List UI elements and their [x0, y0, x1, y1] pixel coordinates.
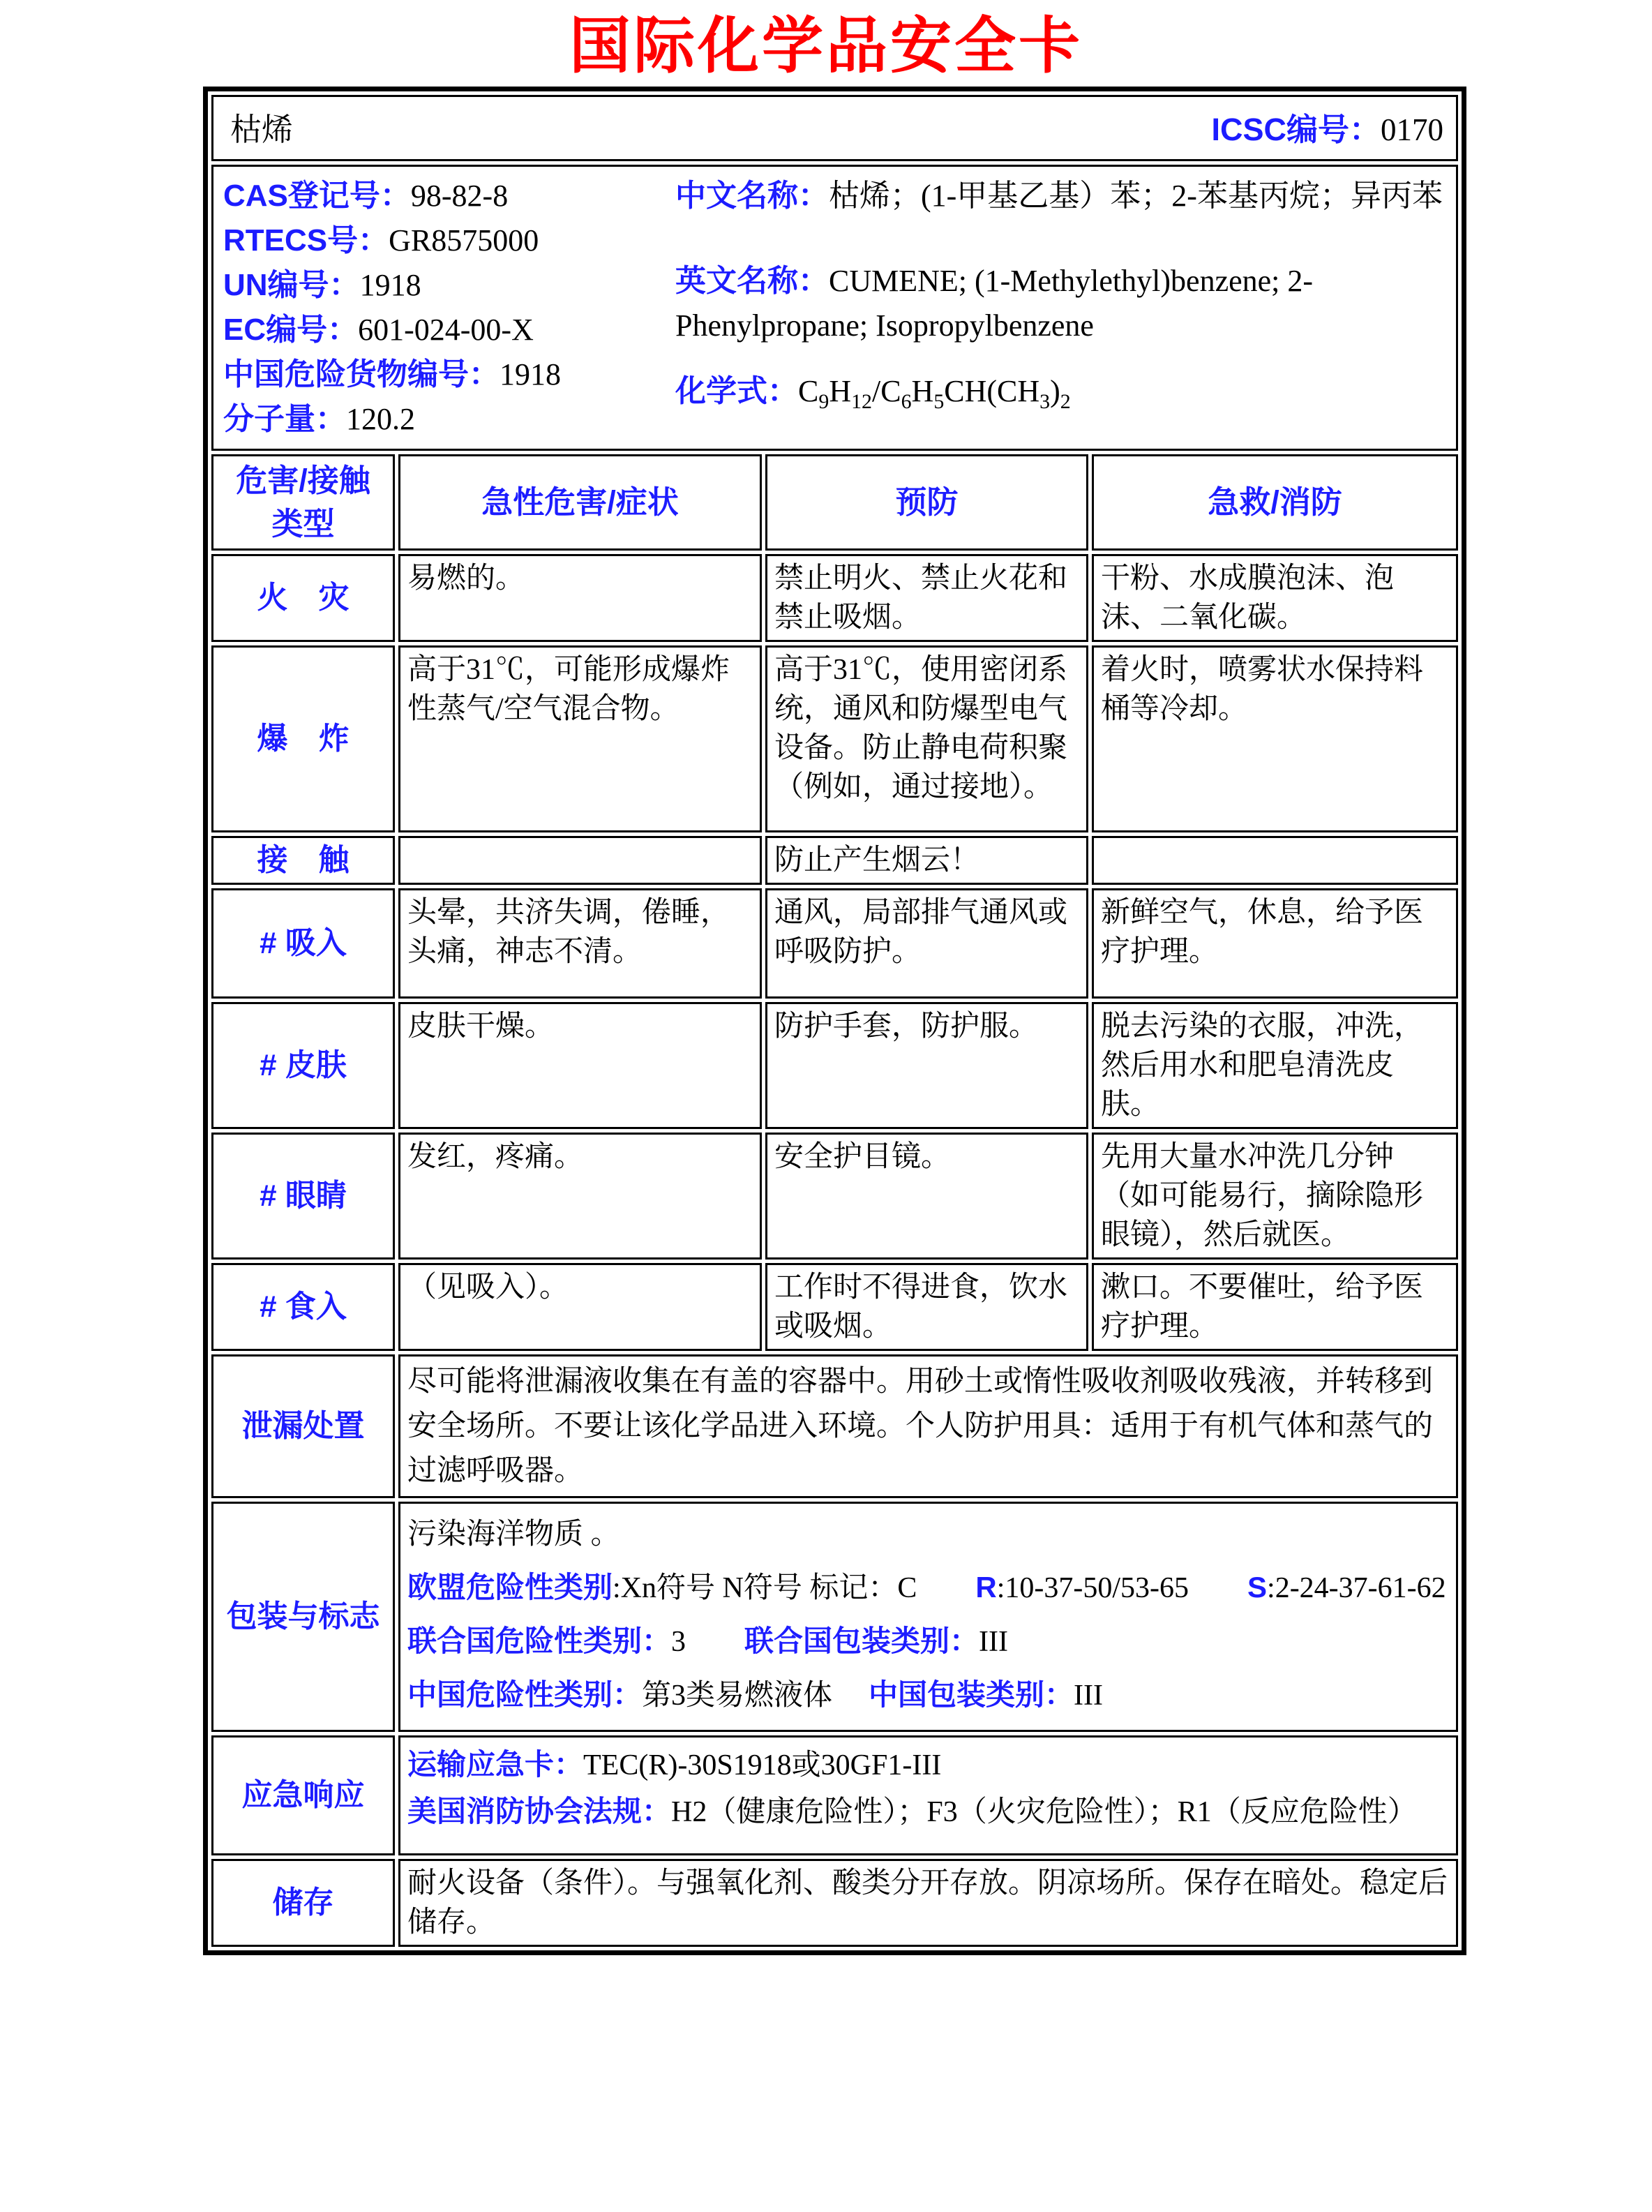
name-fields	[675, 174, 1449, 442]
packaging-row	[211, 1502, 1458, 1732]
header-hazard-type-line2: 类型	[271, 506, 335, 541]
transport-card-label: 运输应急卡：	[407, 1748, 584, 1781]
mol-weight-field	[223, 397, 675, 442]
un-class-label: 联合国危险性类别：	[407, 1624, 672, 1657]
prevention-cell: 安全护目镜。	[765, 1133, 1088, 1260]
nfpa-value: H2（健康危险性）；F3（火灾危险性）；R1（反应危险性）	[671, 1796, 1417, 1828]
spill-text-cell: 尽可能将泄漏液收集在有盖的容器中。用砂土或惰性吸收剂吸收残液，并转移到安全场所。不要让该化学品进入环境。个人防护用具：适用于有机气体和蒸气的过滤呼吸器。	[398, 1354, 1458, 1498]
hazard-row-skin	[211, 1002, 1458, 1129]
cn-pack-label: 中国包装类别：	[869, 1678, 1074, 1711]
packaging-text-cell	[398, 1502, 1458, 1732]
field-label: RTECS号：	[223, 223, 389, 257]
hazard-type-cell: # 食入	[211, 1263, 395, 1351]
icsc-number-value: 0170	[1381, 112, 1444, 147]
spill-row	[211, 1354, 1458, 1498]
hazard-type-cell: # 皮肤	[211, 1002, 395, 1129]
prevention-cell: 工作时不得进食，饮水或吸烟。	[765, 1263, 1088, 1351]
english-name-label: 英文名称：	[675, 264, 829, 298]
cn-classification-line	[407, 1670, 1449, 1721]
prevention-cell: 高于31℃，使用密闭系统，通风和防爆型电气设备。防止静电荷积聚（例如，通过接地）。	[765, 645, 1088, 832]
chemical-formula-value: $C_9H_{12}/C_6H_5CH(CH_3)_2$	[798, 374, 1071, 413]
symptoms-cell: 高于31℃，可能形成爆炸性蒸气/空气混合物。	[398, 645, 762, 832]
hazard-header-row	[211, 454, 1458, 551]
ec-field	[223, 308, 675, 352]
firstaid-cell: 新鲜空气，休息，给予医疗护理。	[1092, 888, 1458, 999]
cn-class-label: 中国危险性类别：	[407, 1678, 643, 1711]
prevention-cell: 禁止明火、禁止火花和禁止吸烟。	[765, 554, 1088, 642]
card-title-row	[211, 95, 1458, 161]
chemical-formula	[675, 369, 1446, 414]
symptoms-cell: 易燃的。	[398, 554, 762, 642]
un-class-value: 3	[671, 1626, 686, 1658]
card-title-cell	[211, 95, 1458, 161]
firstaid-cell: 干粉、水成膜泡沫、泡沫、二氧化碳。	[1092, 554, 1458, 642]
firstaid-cell: 着火时，喷雾状水保持料桶等冷却。	[1092, 645, 1458, 832]
field-value: 120.2	[346, 402, 415, 436]
header-hazard-type-line1: 危害/接触	[236, 463, 370, 498]
prevention-cell: 防护手套，防护服。	[765, 1002, 1088, 1129]
hazard-row-eyes	[211, 1133, 1458, 1260]
transport-card-line	[407, 1743, 1449, 1787]
symptoms-cell: 发红，疼痛。	[398, 1133, 762, 1260]
spill-label-cell: 泄漏处置	[211, 1354, 395, 1498]
chinese-name-value: 枯烯；(1-甲基乙基）苯；2-苯基丙烷；异丙苯	[829, 179, 1443, 213]
eu-class-value: :Xn符号 N符号 标记：C	[613, 1572, 917, 1604]
icsc-card-table	[203, 87, 1466, 1955]
cas-field	[223, 174, 675, 218]
hazard-type-cell: 爆 炸	[211, 645, 395, 832]
id-fields	[223, 174, 675, 442]
field-label: 中国危险货物编号：	[223, 357, 500, 391]
hazard-row-exposure	[211, 836, 1458, 885]
chinese-name	[675, 174, 1446, 218]
field-value: 98-82-8	[410, 179, 509, 213]
un-classification-line	[407, 1616, 1449, 1667]
field-value: 1918	[500, 357, 561, 391]
storage-text-cell: 耐火设备（条件）。与强氧化剂、酸类分开存放。阴凉场所。保存在暗处。稳定后储存。	[398, 1859, 1458, 1947]
s-phrases-value: :2-24-37-61-62	[1267, 1572, 1446, 1604]
icsc-number	[1212, 110, 1444, 149]
field-value: 1918	[359, 268, 421, 302]
packaging-label-cell: 包装与标志	[211, 1502, 395, 1732]
hazard-type-cell: 接 触	[211, 836, 395, 885]
prevention-cell: 通风，局部排气通风或呼吸防护。	[765, 888, 1088, 999]
hazard-row-explosion	[211, 645, 1458, 832]
marine-pollutant-line: 污染海洋物质 。	[407, 1518, 620, 1550]
english-name-value: CUMENE; (1-Methylethyl)benzene; 2-Phenylpropane; Isopropylbenzene	[675, 264, 1314, 343]
firstaid-cell: 漱口。不要催吐，给予医疗护理。	[1092, 1263, 1458, 1351]
prevention-cell: 防止产生烟云！	[765, 836, 1088, 885]
storage-row	[211, 1859, 1458, 1947]
page-title: 国际化学品安全卡	[569, 11, 1083, 80]
symptoms-cell: 皮肤干燥。	[398, 1002, 762, 1129]
chinese-name-label: 中文名称：	[675, 179, 829, 213]
header-prevention: 预防	[765, 454, 1088, 551]
english-name	[675, 259, 1446, 348]
hazard-type-cell: # 吸入	[211, 888, 395, 999]
header-firstaid: 急救/消防	[1092, 454, 1458, 551]
symptoms-cell: 头晕，共济失调，倦睡，头痛，神志不清。	[398, 888, 762, 999]
field-label: EC编号：	[223, 313, 359, 347]
un-field	[223, 263, 675, 308]
hazard-type-cell: # 眼睛	[211, 1133, 395, 1260]
identifiers-cell	[211, 165, 1458, 451]
rtecs-field	[223, 218, 675, 263]
hazard-type-cell: 火 灾	[211, 554, 395, 642]
storage-label-cell: 储存	[211, 1859, 395, 1947]
icsc-number-label: ICSC编号：	[1211, 111, 1381, 147]
field-label: CAS登记号：	[223, 179, 411, 213]
un-pack-value: III	[979, 1626, 1008, 1658]
emergency-row	[211, 1735, 1458, 1855]
field-value: GR8575000	[389, 223, 539, 257]
r-phrases-label: R	[975, 1571, 997, 1604]
un-pack-label: 联合国包装类别：	[744, 1624, 979, 1657]
header-hazard-type	[211, 454, 395, 551]
hazard-row-ingestion	[211, 1263, 1458, 1351]
hazard-row-inhalation	[211, 888, 1458, 999]
firstaid-cell: 先用大量水冲洗几分钟（如可能易行，摘除隐形眼镜），然后就医。	[1092, 1133, 1458, 1260]
identifiers-row	[211, 165, 1458, 451]
eu-class-label: 欧盟危险性类别	[407, 1571, 613, 1604]
firstaid-cell	[1092, 836, 1458, 885]
cn-pack-value: III	[1074, 1680, 1104, 1712]
firstaid-cell: 脱去污染的衣服，冲洗，然后用水和肥皂清洗皮肤。	[1092, 1002, 1458, 1129]
emergency-text-cell	[398, 1735, 1458, 1855]
nfpa-line	[407, 1790, 1449, 1834]
hazard-row-fire	[211, 554, 1458, 642]
symptoms-cell: （见吸入）。	[398, 1263, 762, 1351]
nfpa-label: 美国消防协会法规：	[407, 1795, 672, 1828]
chemical-formula-label: 化学式：	[675, 374, 798, 408]
symptoms-cell	[398, 836, 762, 885]
r-phrases-value: :10-37-50/53-65	[996, 1572, 1189, 1604]
s-phrases-label: S	[1247, 1571, 1268, 1604]
header-symptoms: 急性危害/症状	[398, 454, 762, 551]
transport-card-value: TEC(R)-30S1918或30GF1-III	[583, 1749, 942, 1781]
field-label: 分子量：	[223, 402, 346, 436]
eu-classification-line	[407, 1562, 1449, 1613]
field-value: 601-024-00-X	[358, 313, 534, 347]
china-dg-field	[223, 352, 675, 397]
cn-class-value: 第3类易燃液体	[642, 1680, 833, 1712]
field-label: UN编号：	[223, 268, 360, 302]
substance-name: 枯烯	[230, 112, 294, 147]
emergency-label-cell: 应急响应	[211, 1735, 395, 1855]
